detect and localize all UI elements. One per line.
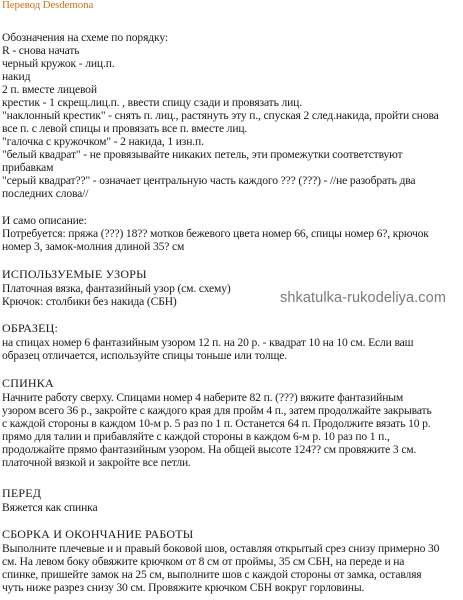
legend-line: последних слова// bbox=[2, 187, 89, 200]
back-line: прямо для талии и прибавляйте с каждой стороны в каждом 6-м р. 10 раз по 1 п., bbox=[2, 430, 390, 443]
assembly-line: Выполните плечевые и и правый боковой шов, оставляя открытый срез снизу примерно 30 bbox=[2, 542, 440, 555]
front-heading: ПЕРЕД bbox=[2, 486, 42, 500]
legend-line: R - снова начать bbox=[2, 44, 80, 57]
legend-line: "серый квадрат??" - означает центральную часть каждого ??? (???) - //не разобрать два bbox=[2, 174, 416, 187]
materials-line: номер 3, замок-молния длиной 35? см bbox=[2, 240, 185, 253]
legend-line: все п. с левой спицы и провязать все п. вместе лиц. bbox=[2, 122, 248, 135]
assembly-line: спинке, пришейте замок на 25 см, выполните шов с каждой стороны от замка, оставляя bbox=[2, 568, 422, 581]
legend-line: крестик - 1 скрещ.лиц.п. , ввести спицу сзади и провязать лиц. bbox=[2, 96, 302, 109]
translator-credit: Перевод Desdemona bbox=[2, 0, 94, 11]
legend-line: черный кружок - лиц.п. bbox=[2, 57, 115, 70]
legend-title: Обозначения на схеме по порядку: bbox=[2, 31, 168, 44]
site-watermark: shkatulka-rukodeliya.com bbox=[280, 290, 446, 306]
legend-line: "наклонный крестик" - снять п. лиц., растянуть эту п., спуская 2 след.накида, пройти снова bbox=[2, 109, 439, 122]
legend-line: "галочка с кружочком" - 2 накида, 1 изн.п. bbox=[2, 135, 204, 148]
patterns-heading: ИСПОЛЬЗУЕМЫЕ УЗОРЫ bbox=[2, 267, 147, 281]
materials-line: Потребуется: пряжа (???) 18?? мотков бежевого цвета номер 66, спицы номер 6?, крючок bbox=[2, 227, 429, 240]
assembly-line: см. На левом боку обвяжите крючком от 8 см от проймы, 35 см СБН, на переде и на bbox=[2, 555, 405, 568]
back-line: с каждой стороны в каждом 10-м р. 5 раз по 1 п. Останется 64 п. Продолжите вязать 10 р. bbox=[2, 417, 431, 430]
description-title: И само описание: bbox=[2, 214, 87, 227]
back-line: узором всего 36 р., закройте с каждого края для пройм 4 п., затем продолжайте закрывать bbox=[2, 404, 432, 417]
legend-line: прибавкам bbox=[2, 161, 54, 174]
patterns-line: Крючок: столбики без накида (СБН) bbox=[2, 295, 177, 308]
back-heading: СПИНКА bbox=[2, 376, 54, 390]
legend-line: 2 п. вместе лицевой bbox=[2, 83, 97, 96]
patterns-line: Платочная вязка, фантазийный узор (см. схему) bbox=[2, 282, 231, 295]
front-line: Вяжется как спинка bbox=[2, 501, 98, 514]
assembly-heading: СБОРКА И ОКОНЧАНИЕ РАБОТЫ bbox=[2, 527, 194, 541]
assembly-line: чуть ниже разрез снизу 30 см. Провяжите крючком СБН вокруг горловины. bbox=[2, 581, 365, 594]
back-line: продолжайте прямо фантазийным узором. На общей высоте 124?? см провяжите 3 см. bbox=[2, 443, 417, 456]
legend-line: "белый квадрат" - не провязывайте никаких петель, эти промежутки соответствуют bbox=[2, 148, 403, 161]
back-line: Начните работу сверху. Спицами номер 4 наберите 82 п. (???) вяжите фантазийным bbox=[2, 391, 404, 404]
sample-line: на спицах номер 6 фантазийным узором 12 п. на 20 р. - квадрат 10 на 10 см. Если ваш bbox=[2, 336, 414, 349]
back-line: платочной вязкой и закройте все петли. bbox=[2, 456, 191, 469]
sample-line: образец отличается, используйте спицы тоньше или толще. bbox=[2, 349, 287, 362]
legend-line: накид bbox=[2, 70, 31, 83]
sample-heading: ОБРАЗЕЦ: bbox=[2, 321, 59, 335]
